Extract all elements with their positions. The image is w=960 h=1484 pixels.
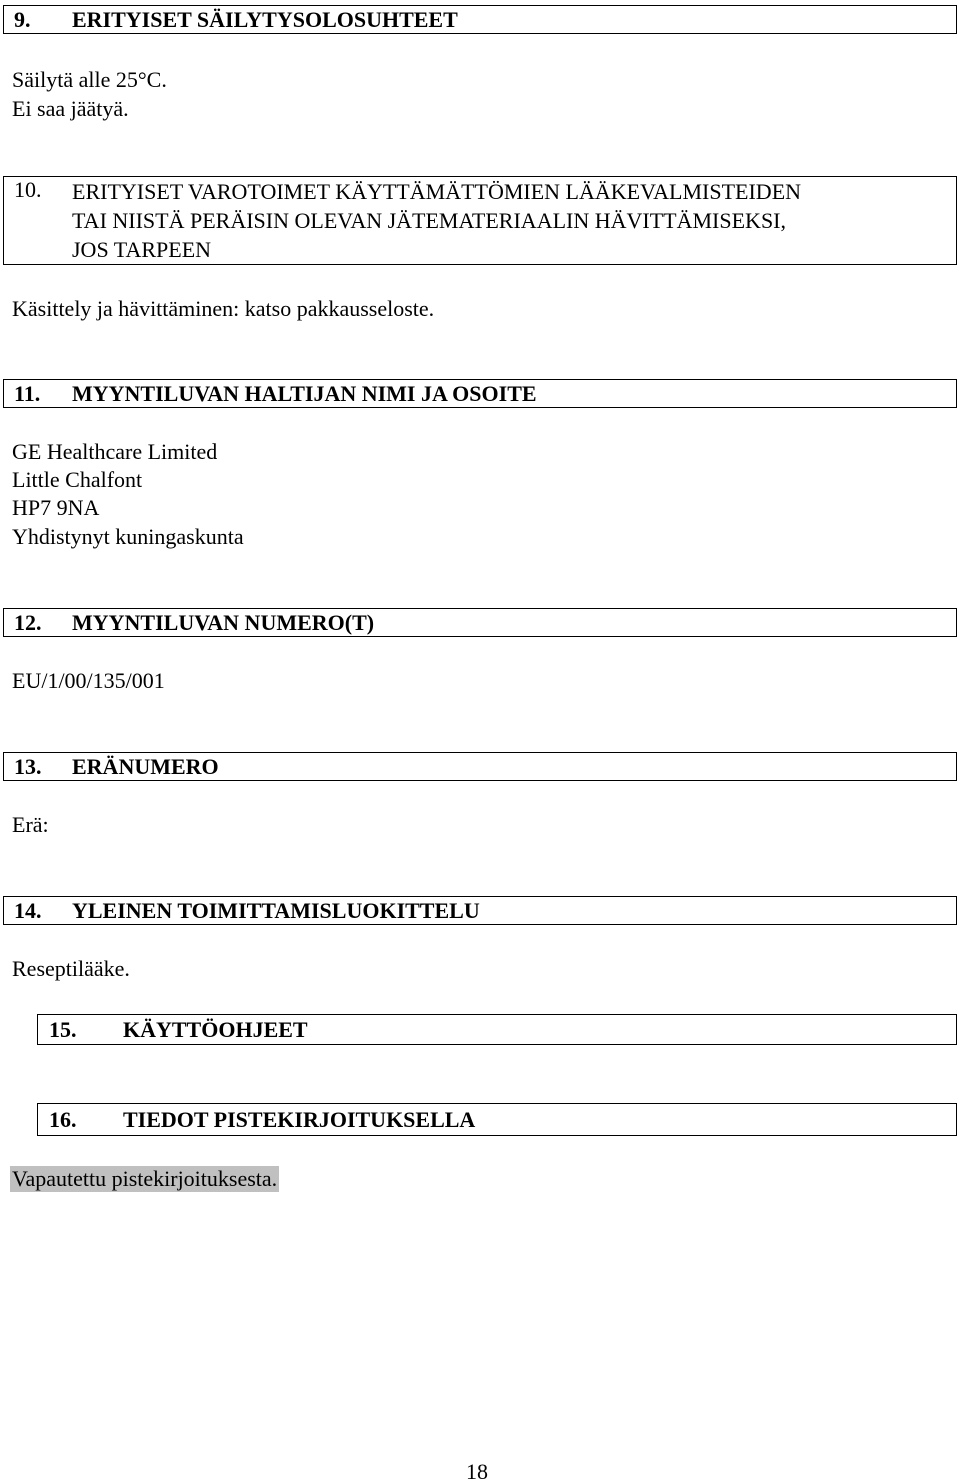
holder-line: Yhdistynyt kuningaskunta <box>12 524 244 549</box>
holder-line: GE Healthcare Limited <box>12 439 218 464</box>
section-title: KÄYTTÖOHJEET <box>123 1017 308 1042</box>
section-title-line: ERITYISET VAROTOIMET KÄYTTÄMÄTTÖMIEN LÄÄKEVALMISTEIDEN <box>72 179 802 204</box>
section-12-header <box>3 608 957 637</box>
ma-number: EU/1/00/135/001 <box>12 668 165 693</box>
section-14-header <box>3 896 957 925</box>
braille-text: Vapautettu pistekirjoituksesta. <box>12 1166 278 1191</box>
section-title: YLEINEN TOIMITTAMISLUOKITTELU <box>72 898 480 923</box>
storage-line: Ei saa jäätyä. <box>12 96 129 121</box>
page-number: 18 <box>466 1459 488 1484</box>
section-10-header <box>3 176 957 265</box>
section-title-line: JOS TARPEEN <box>72 237 212 262</box>
batch-label: Erä: <box>12 812 49 837</box>
section-11-header <box>3 379 957 408</box>
section-number: 12. <box>14 610 42 635</box>
section-number: 11. <box>14 381 41 406</box>
storage-line: Säilytä alle 25°C. <box>12 67 167 92</box>
holder-line: HP7 9NA <box>12 495 100 520</box>
section-13-header <box>3 752 957 781</box>
classification-text: Reseptilääke. <box>12 956 130 981</box>
section-number: 9. <box>14 7 31 32</box>
section-9-header <box>3 5 957 34</box>
section-title: MYYNTILUVAN HALTIJAN NIMI JA OSOITE <box>72 381 537 406</box>
section-title-line: TAI NIISTÄ PERÄISIN OLEVAN JÄTEMATERIAALIN HÄVITTÄMISEKSI, <box>72 208 787 233</box>
disposal-text: Käsittely ja hävittäminen: katso pakkausseloste. <box>12 296 435 321</box>
section-number: 15. <box>49 1017 77 1042</box>
section-title: MYYNTILUVAN NUMERO(T) <box>72 610 375 635</box>
section-16-header <box>37 1103 957 1136</box>
section-number: 13. <box>14 754 42 779</box>
section-title: ERITYISET SÄILYTYSOLOSUHTEET <box>72 7 458 32</box>
section-title: ERÄNUMERO <box>72 754 219 779</box>
section-number: 10. <box>14 177 42 202</box>
holder-line: Little Chalfont <box>12 467 143 492</box>
section-number: 14. <box>14 898 42 923</box>
section-15-header <box>37 1014 957 1045</box>
section-title: TIEDOT PISTEKIRJOITUKSELLA <box>123 1107 476 1132</box>
section-number: 16. <box>49 1107 77 1132</box>
